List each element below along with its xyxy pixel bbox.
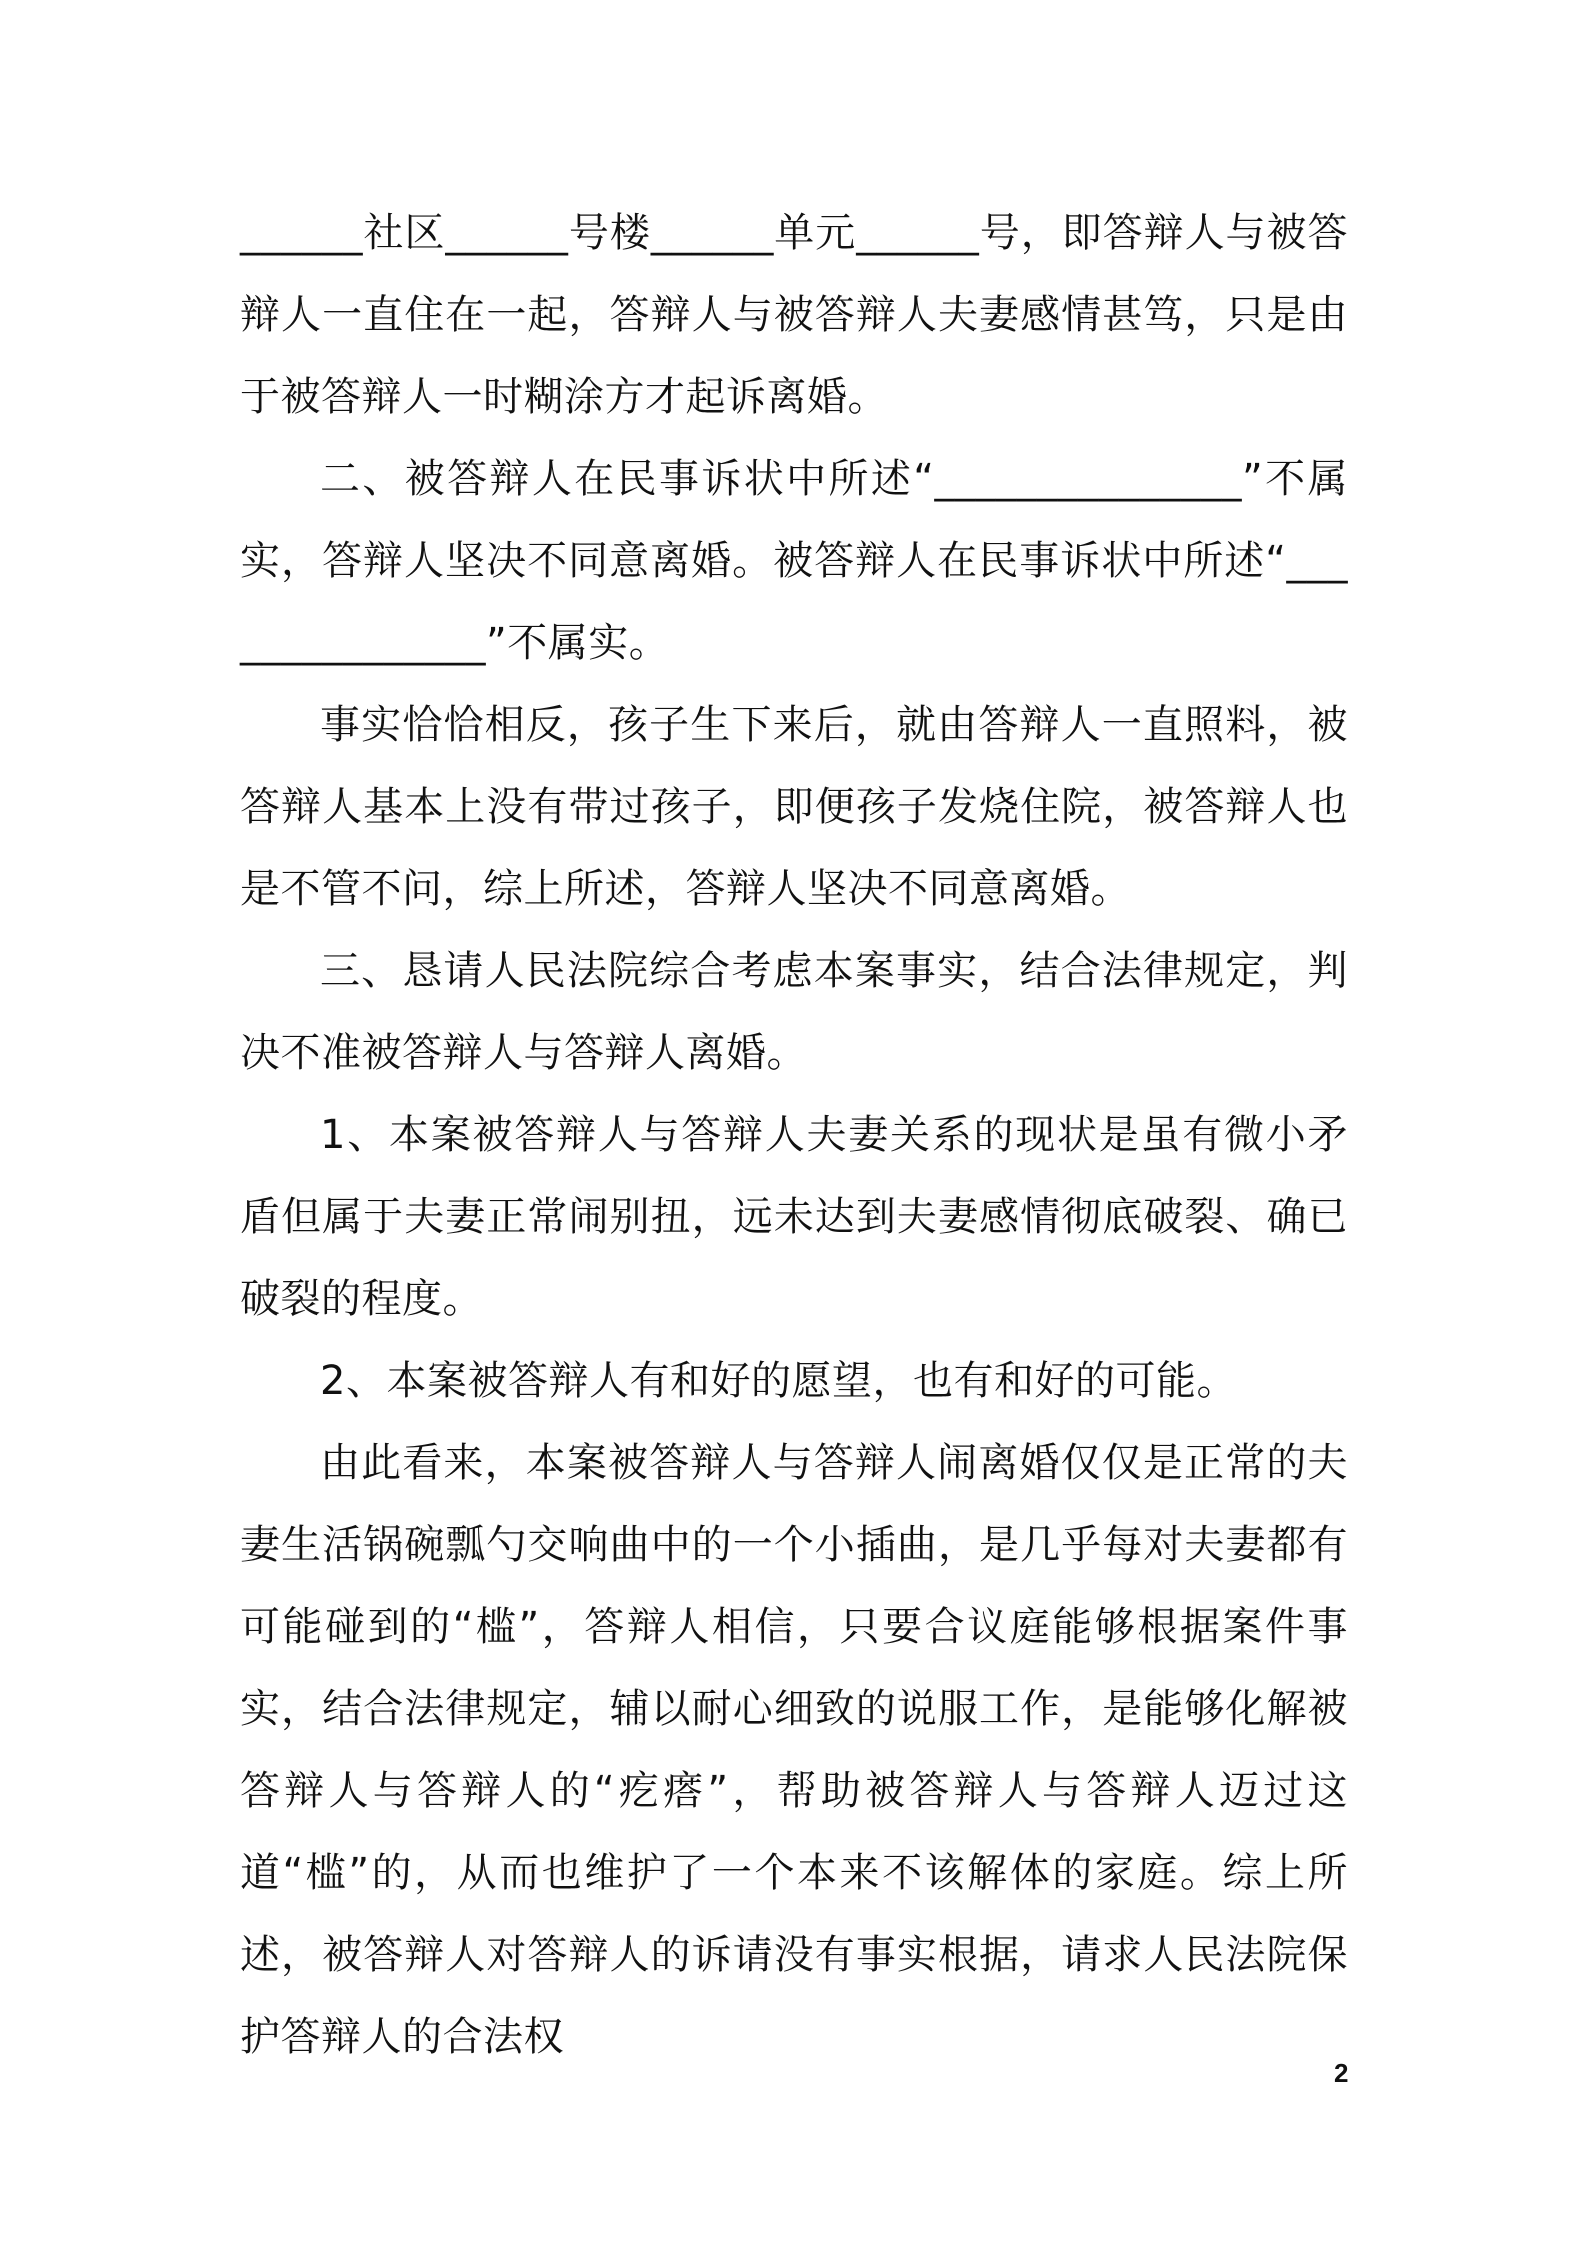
document-body — [240, 192, 1348, 2078]
paragraph-residence: ______社区______号楼______单元______号，即答辩人与被答辩人一直住在一起，答辩人与被答辩人夫妻感情甚笃，只是由于被答辩人一时糊涂方才起诉离婚。 — [240, 210, 1348, 420]
paragraph-item-one: 1、本案被答辩人与答辩人夫妻关系的现状是虽有微小矛盾但属于夫妻正常闹别扭，远未达到夫妻感情彻底破裂、确已破裂的程度。 — [240, 1112, 1348, 1322]
page-number: 2 — [1334, 2058, 1349, 2088]
paragraph-facts: 事实恰恰相反，孩子生下来后，就由答辩人一直照料，被答辩人基本上没有带过孩子，即便孩子发烧住院，被答辩人也是不管不问，综上所述，答辩人坚决不同意离婚。 — [240, 702, 1348, 912]
paragraph-point-three: 三、恳请人民法院综合考虑本案事实，结合法律规定，判决不准被答辩人与答辩人离婚。 — [240, 948, 1348, 1076]
paragraph-item-two: 2、本案被答辩人有和好的愿望，也有和好的可能。 — [320, 1358, 1237, 1404]
paragraph-point-two: 二、被答辩人在民事诉状中所述“_______________”不属实，答辩人坚决不同意离婚。被答辩人在民事诉状中所述“_______________”不属实。 — [240, 456, 1348, 666]
paragraph-conclusion: 由此看来，本案被答辩人与答辩人闹离婚仅仅是正常的夫妻生活锅碗瓢勺交响曲中的一个小插曲，是几乎每对夫妻都有可能碰到的“槛”，答辩人相信，只要合议庭能够根据案件事实，结合法律规定，辅以耐心细致的说服工作，是能够化解被答辩人与答辩人的“疙瘩”，帮助被答辩人与答辩人迈过这道“槛”的，从而也维护了一个本来不该解体的家庭。综上所述，被答辩人对答辩人的诉请没有事实根据，请求人民法院保护答辩人的合法权 — [240, 1440, 1348, 2060]
